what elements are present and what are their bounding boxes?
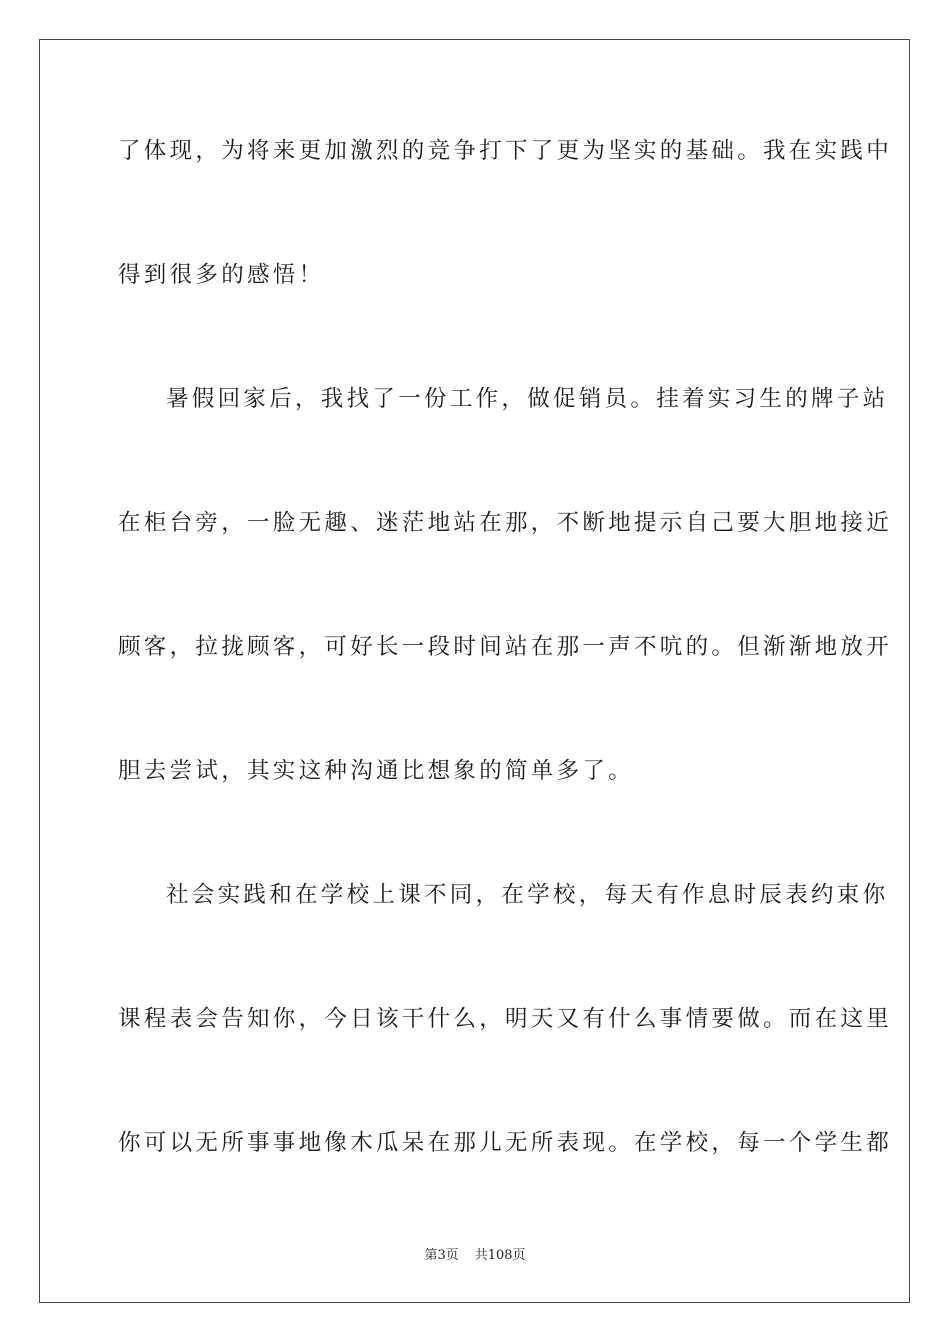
text-line: 了体现，为将来更加激烈的竞争打下了更为坚实的基础。我在实践中 (118, 138, 893, 164)
paragraph-first-line: 暑假回家后，我找了一份工作，做促销员。挂着实习生的牌子站 (166, 386, 889, 412)
text-line: 得到很多的感悟！ (118, 262, 325, 288)
page-total: 共108页 (474, 1248, 526, 1263)
page-footer (0, 1247, 950, 1265)
page-frame (39, 39, 910, 1303)
text-line: 你可以无所事事地像木瓜呆在那儿无所表现。在学校，每一个学生都 (118, 1130, 893, 1156)
text-line: 课程表会告知你，今日该干什么，明天又有什么事情要做。而在这里 (118, 1006, 893, 1032)
paragraph-first-line: 社会实践和在学校上课不同，在学校，每天有作息时辰表约束你 (166, 882, 889, 908)
text-line: 胆去尝试，其实这种沟通比想象的简单多了。 (118, 758, 635, 784)
text-line: 在柜台旁，一脸无趣、迷茫地站在那，不断地提示自己要大胆地接近 (118, 510, 893, 536)
text-line: 顾客，拉拢顾客，可好长一段时间站在那一声不吭的。但渐渐地放开 (118, 634, 893, 660)
page-number: 第3页 (424, 1248, 459, 1263)
